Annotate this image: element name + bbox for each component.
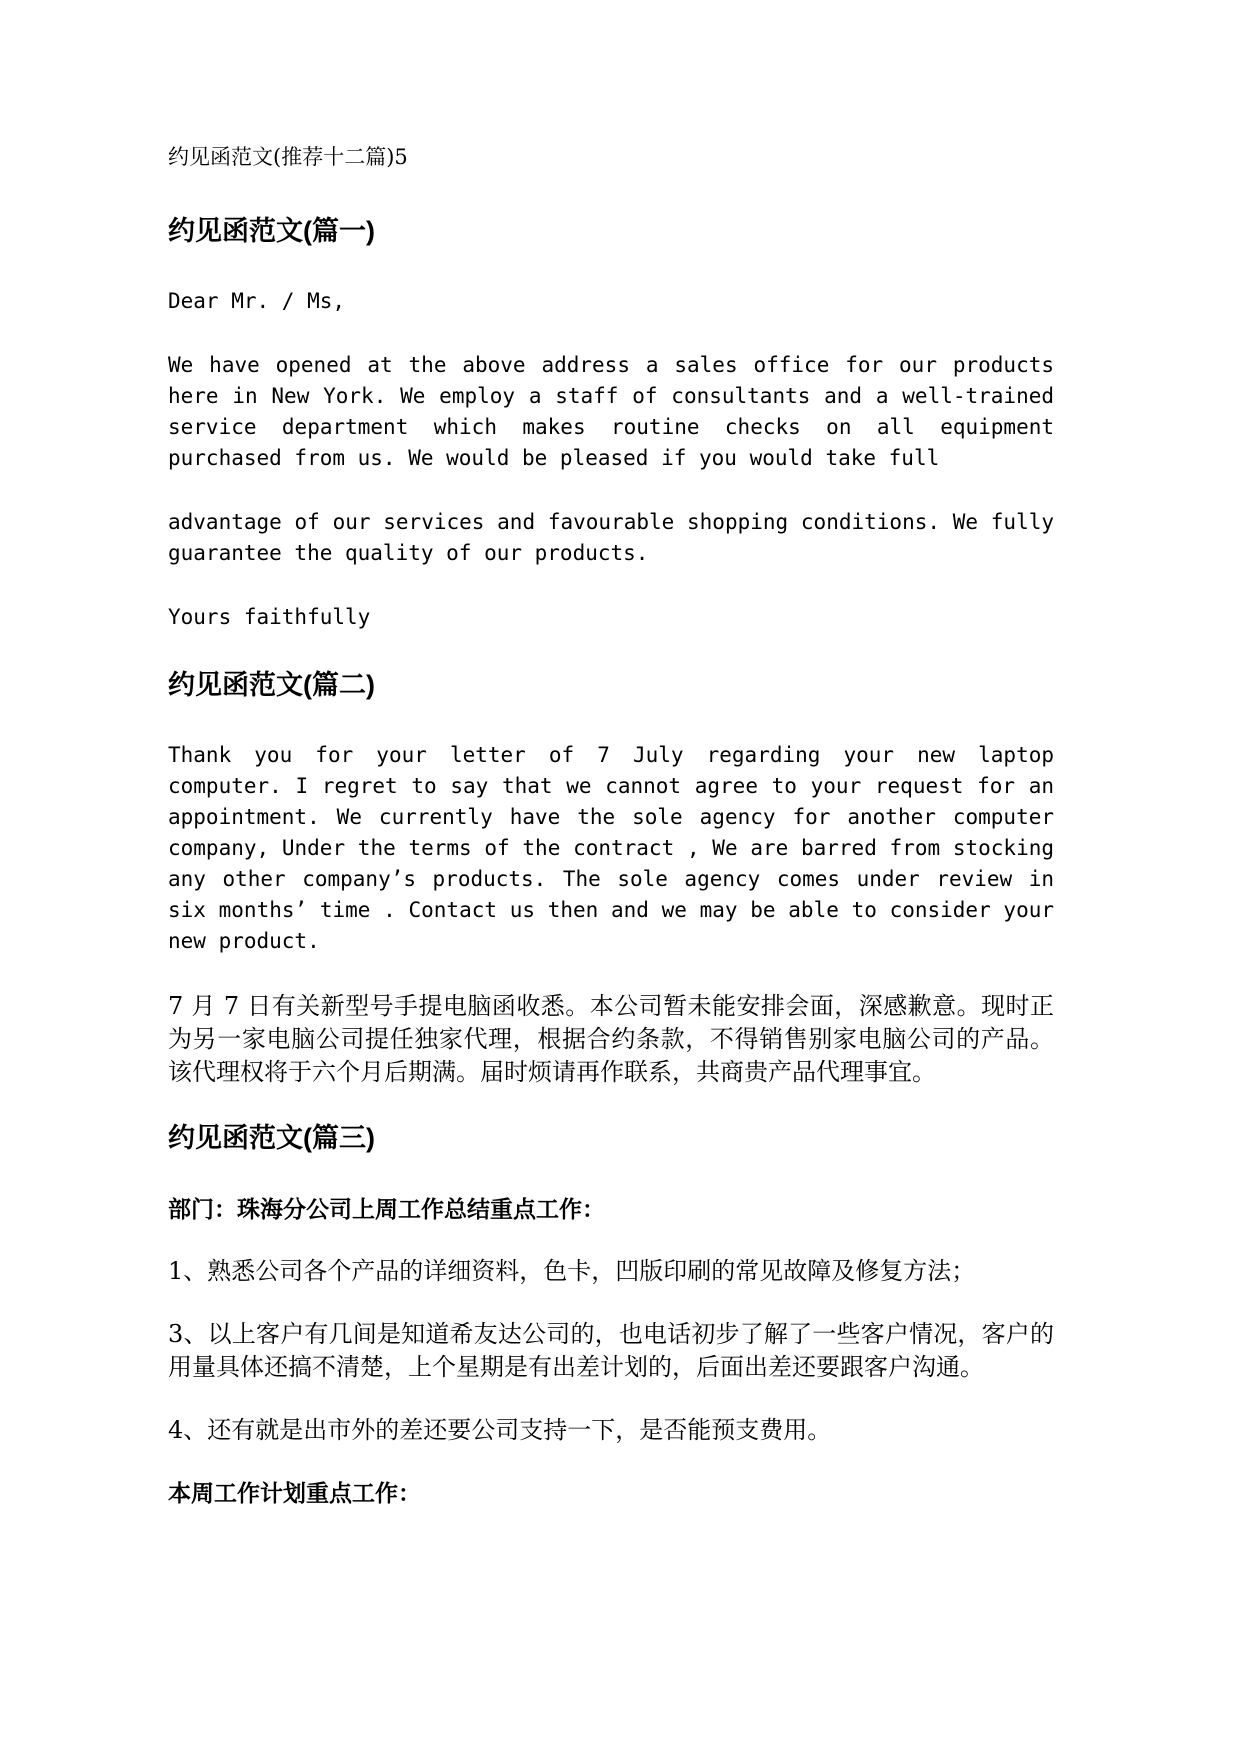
paragraph: advantage of our services and favourable shopping conditions. We fully guarantee the quality of our products. bbox=[168, 510, 1054, 565]
paragraph: 3、以上客户有几间是知道希友达公司的，也电话初步了解了一些客户情况，客户的用量具体还搞不清楚，上个星期是有出差计划的，后面出差还要跟客户沟通。 bbox=[168, 1320, 1054, 1381]
paragraph: Yours faithfully bbox=[168, 605, 371, 629]
paragraph: 1、熟悉公司各个产品的详细资料，色卡，凹版印刷的常见故障及修复方法； bbox=[168, 1257, 976, 1285]
bold-subheading: 本周工作计划重点工作： bbox=[168, 1480, 421, 1506]
section-heading: 约见函范文(篇一) bbox=[168, 216, 375, 246]
paragraph: Thank you for your letter of 7 July regarding your new laptop computer. I regret to say that we cannot agree to your request for an appointment. We currently have the sole agency for another computer company, Under the terms of the contract , We are barred from stocking any other company’s products. The sole agency comes under review in six months’ time . Contact us then and we may be able to consider your new product. bbox=[168, 743, 1054, 953]
paragraph: We have opened at the above address a sales office for our products here in New York. We employ a staff of consultants and a well-trained service department which makes routine checks on all equipment purchased from us. We would be pleased if you would take full bbox=[168, 353, 1054, 470]
section-heading: 约见函范文(篇二) bbox=[168, 670, 375, 700]
paragraph: Dear Mr. / Ms, bbox=[168, 289, 346, 313]
paragraph: 4、还有就是出市外的差还要公司支持一下，是否能预支费用。 bbox=[168, 1416, 832, 1444]
section-heading: 约见函范文(篇三) bbox=[168, 1123, 375, 1153]
document-body bbox=[168, 212, 1054, 1509]
document-title: 约见函范文(推荐十二篇)5 bbox=[168, 145, 408, 169]
bold-subheading: 部门：珠海分公司上周工作总结重点工作： bbox=[168, 1196, 605, 1222]
paragraph: 7 月 7 日有关新型号手提电脑函收悉。本公司暂未能安排会面，深感歉意。现时正为另一家电脑公司提任独家代理，根据合约条款，不得销售别家电脑公司的产品。该代理权将于六个月后期满。届时烦请再作联系，共商贵产品代理事宜。 bbox=[168, 992, 1054, 1086]
